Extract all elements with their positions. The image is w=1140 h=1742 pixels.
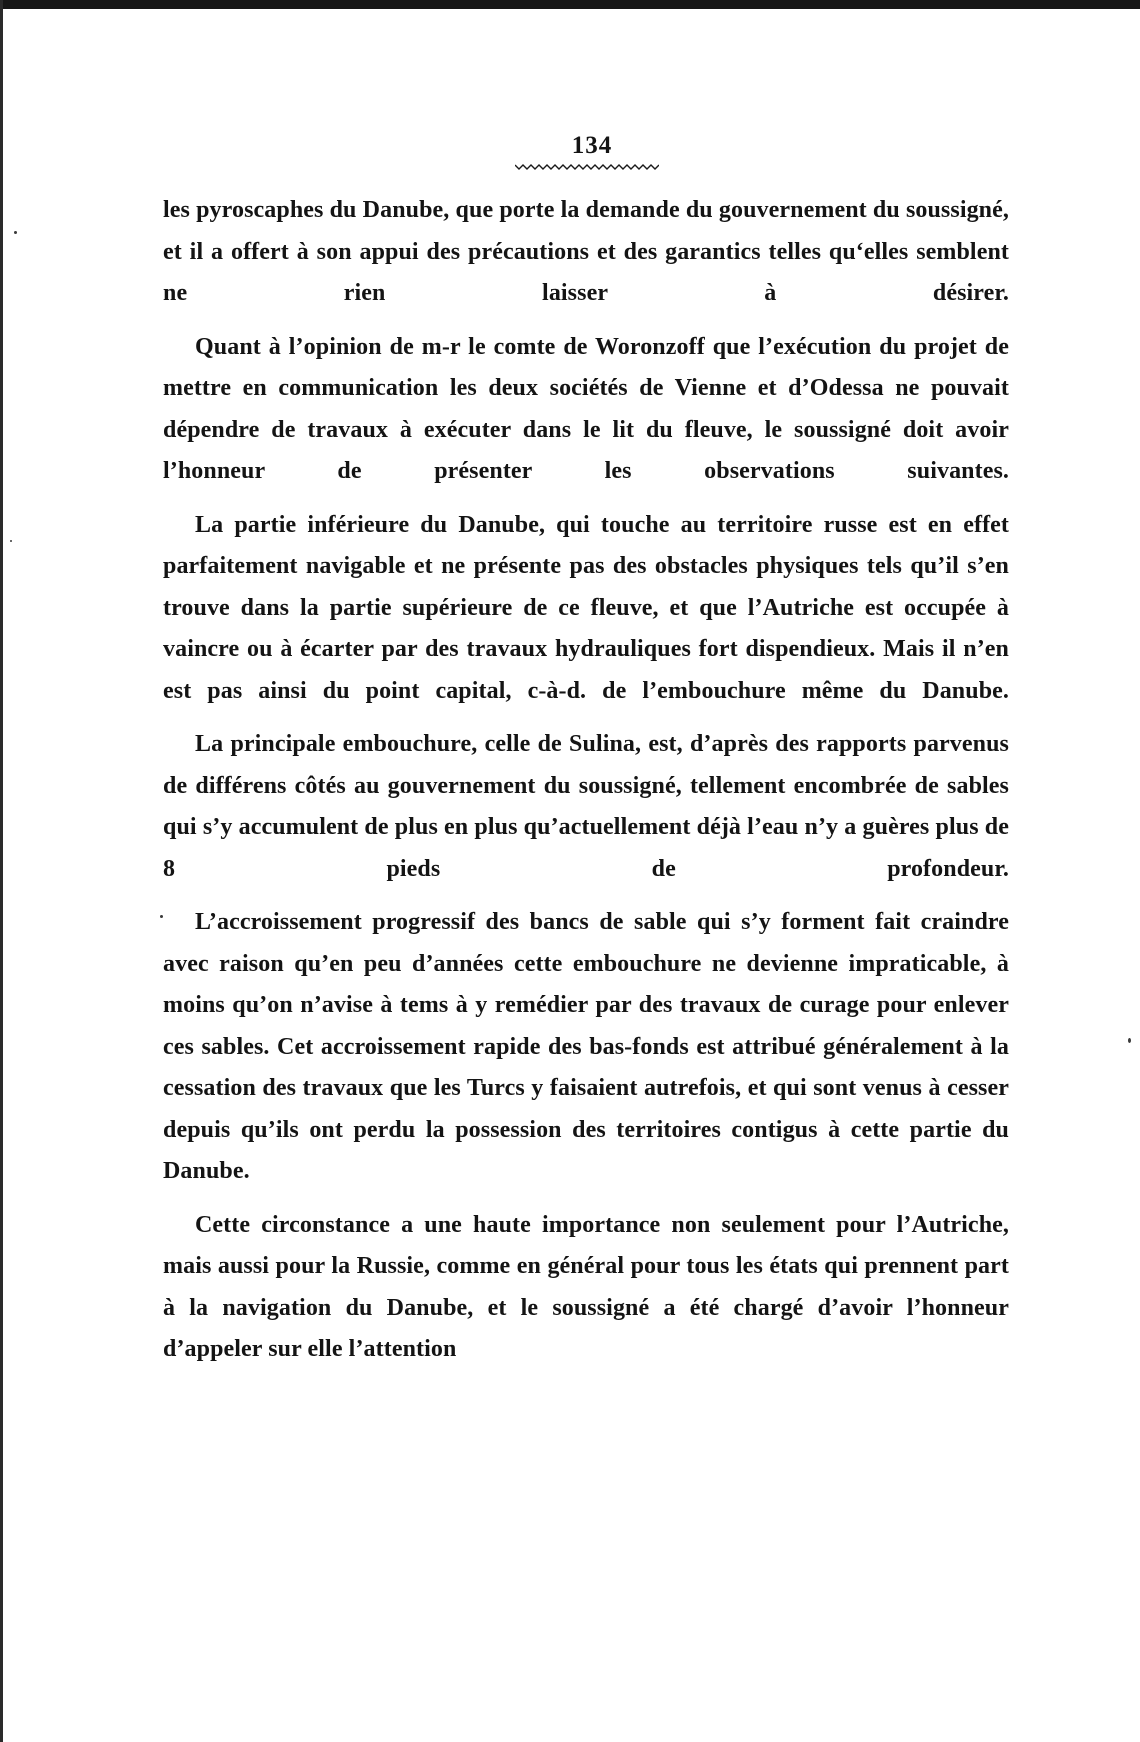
scan-speck bbox=[10, 540, 12, 542]
paragraph: La principale embouchure, celle de Sulina, est, d’après des rapports parvenus de différens côtés au gouvernement du soussigné, tellement encombrée de sables qui s’y accumulent de plus en plus qu’actuellement déjà l’eau n’y a guères plus de 8 pieds de profondeur. bbox=[163, 731, 1009, 882]
paragraph-continuation: les pyroscaphes du Danube, que porte la demande du gouvernement du soussigné, et il a offert à son appui des précautions et des garantics telles qu‘elles semblent ne rien laisser à désirer. bbox=[163, 197, 1009, 306]
page-number-ornament bbox=[515, 162, 659, 172]
scan-speck bbox=[14, 231, 17, 234]
paragraph: L’accroissement progressif des bancs de sable qui s’y forment fait craindre avec raison qu’en peu d’années cette embouchure ne devienne impraticable, à moins qu’on n’avise à tems à y remédier par des travaux de curage pour enlever ces sables. Cet accroissement rapide des bas-fonds est attribué généralement à la cessation des travaux que les Turcs y faisaient autrefois, et qui sont venus à cesser depuis qu’ils ont perdu la possession des territoires contigus à cette partie du Danube. bbox=[163, 909, 1009, 1184]
page-number: 134 bbox=[571, 132, 613, 159]
page-header bbox=[0, 132, 1140, 160]
paragraph: Quant à l’opinion de m-r le comte de Woronzoff que l’exécution du projet de mettre en communication les deux sociétés de Vienne et d’Odessa ne pouvait dépendre de travaux à exécuter dans le lit du fleuve, le soussigné doit avoir l’honneur de présenter les observations suivantes. bbox=[163, 333, 1009, 484]
text-body bbox=[163, 190, 1009, 1383]
scan-top-edge bbox=[0, 0, 1140, 9]
scan-left-edge bbox=[0, 0, 3, 1742]
scan-speck bbox=[160, 915, 163, 918]
paragraph: Cette circonstance a une haute importance non seulement pour l’Autriche, mais aussi pour la Russie, comme en général pour tous les états qui prennent part à la navigation du Danube, et le soussigné a été chargé d’avoir l’honneur d’appeler sur elle l’attention bbox=[163, 1211, 1009, 1362]
scan-speck bbox=[1128, 1038, 1131, 1043]
paragraph: La partie inférieure du Danube, qui touche au territoire russe est en effet parfaitement navigable et ne présente pas des obstacles physiques tels qu’il s’en trouve dans la partie supérieure de ce fleuve, et que l’Autriche est occupée à vaincre ou à écarter par des travaux hydrauliques fort dispendieux. Mais il n’en est pas ainsi du point capital, c-à-d. de l’embouchure même du Danube. bbox=[163, 511, 1009, 704]
